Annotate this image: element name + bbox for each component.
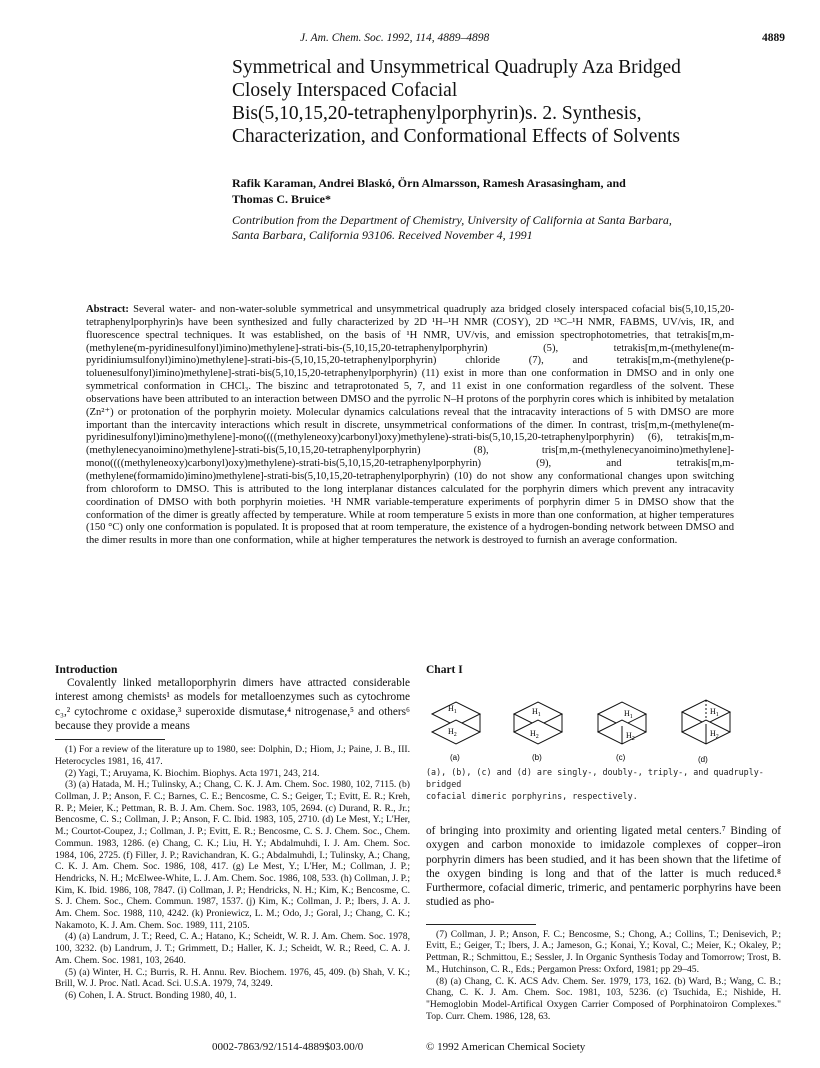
reference: (8) (a) Chang, C. K. ACS Adv. Chem. Ser. 1979, 173, 162. (b) Ward, B.; Wang, C. B.; Chang, C. K. J. Am. Chem. Soc. 1981, 103, 5236. (c) Tsuchida, E.; Nishide, H. "Hemoglobin Model-Artifical Oxygen Carrier Composed of Porphinatoiron Complexes." Top. Curr. Chem. 1986, 128, 63. (426, 975, 781, 1022)
dimer-c-drawing (598, 702, 646, 744)
panel-label-c: (c) (616, 753, 626, 762)
caption-line: cofacial dimeric porphyrins, respectively. (426, 791, 638, 801)
caption-line: (a), (b), (c) and (d) are singly-, doubly-, triply-, and quadruply-bridged (426, 767, 764, 789)
left-column (55, 664, 410, 1002)
title-line: Symmetrical and Unsymmetrical Quadruply Aza Bridged (232, 57, 681, 78)
dimer-b-label-h1: $H_1$ (532, 707, 541, 718)
title-line: Bis(5,10,15,20-tetraphenylporphyrin)s. 2. Synthesis, (232, 103, 642, 124)
article-title (232, 56, 752, 148)
dimer-a-label-h1: $H_1$ (448, 704, 457, 715)
author-line: Rafik Karaman, Andrei Blaskó, Örn Almarsson, Ramesh Arasasingham, and (232, 176, 626, 190)
reference: (7) Collman, J. P.; Anson, F. C.; Bencosme, S.; Chong, A.; Collins, T.; Denisevich, P.; Evitt, E.; Geiger, T.; Ibers, J. A.; Jameson, G.; Konai, Y.; Koval, C.; Meier, K.; Okaley, P.; Pettman, R.; Schmittou, E.; Sessler, J. In Organic Synthesis Today and Tomorrow; Trost, B. M., Hutchinson, C. R., Eds.; Pergamon Press: Oxford, 1981; pp 29–45. (426, 928, 781, 975)
title-line: Characterization, and Conformational Effects of Solvents (232, 126, 681, 147)
affiliation-line: Santa Barbara, California 93106. Received November 4, 1991 (232, 228, 533, 242)
chart-drawing (426, 684, 781, 764)
abstract (86, 304, 734, 548)
footnote-rule (55, 739, 165, 740)
chart-figure (426, 684, 781, 764)
copyright-notice: © 1992 American Chemical Society (426, 1041, 586, 1053)
dimer-d-label-h1: $H_1$ (710, 707, 719, 718)
abstract-label: Abstract: (86, 304, 129, 315)
footnotes-right (426, 929, 781, 1023)
affiliation-line: Contribution from the Department of Chemistry, University of California at Santa Barbara, (232, 213, 672, 227)
author-list (232, 175, 752, 207)
footnote-rule (426, 924, 536, 925)
footnotes-left (55, 744, 410, 1001)
affiliation (232, 213, 772, 243)
chart-label: Chart I (426, 664, 463, 676)
issn-code: 0002-7863/92/1514-4889$03.00/0 (212, 1041, 364, 1053)
reference: (1) For a review of the literature up to 1980, see: Dolphin, D.; Hiom, J.; Paine, J. B., III. Heterocycles 1981, 16, 417. (55, 744, 410, 767)
panel-label-d: (d) (698, 755, 708, 764)
body-continuation: of bringing into proximity and orienting ligated metal centers.⁷ Binding of oxygen and carbon monoxide to imidazole complexes of copper–iron porphyrin dimers has been studied, and it has been shown that the lifetime of the oxygen binding is long and that of the latter is much reduced.⁸ Furthermore, cofacial dimeric, trimeric, and pentameric porphyrins have been studied as pho- (426, 825, 781, 909)
introduction-text: Covalently linked metalloporphyrin dimers have attracted considerable interest among chemists¹ as models for metalloenzymes such as cytochrome c₃,² cytochrome c oxidase,³ superoxide dismutase,⁴ nitrogenase,⁵ and others⁶ because they provide a means (55, 677, 410, 732)
title-line: Closely Interspaced Cofacial (232, 80, 458, 101)
introduction-heading: Introduction (55, 664, 118, 676)
dimer-b-label-h2: $H_2$ (530, 729, 539, 740)
reference: (4) (a) Landrum, J. T.; Reed, C. A.; Hatano, K.; Scheidt, W. R. J. Am. Chem. Soc. 1978, 100, 3232. (b) Landrum, J. T.; Grimmett, D.; Haller, K. J.; Scheidt, W. R.; Reed, C. A. J. Am. Chem. Soc. 1981, 103, 2640. (55, 931, 410, 966)
dimer-c-label-h1: $H_1$ (624, 709, 633, 720)
reference: (2) Yagi, T.; Aruyama, K. Biochim. Biophys. Acta 1971, 243, 214. (65, 767, 320, 779)
chart-caption (426, 766, 781, 802)
panel-label-a: (a) (450, 753, 460, 762)
reference: (3) (a) Hatada, M. H.; Tulinsky, A.; Chang, C. K. J. Am. Chem. Soc. 1980, 102, 7115. (b) Collman, J. P.; Anson, F. C.; Barnes, C. E.; Bencosme, C. S.; Geiger, T.; Evitt, E. R.; Kreh, R. P.; Meier, K.; Pettman, R. B. J. Am. Chem. Soc. 1983, 105, 2694. (c) Durand, R. R., Jr.; Bencosme, C. S.; Collman, J. P.; Anson, F. C. Ibid. 1983, 105, 2710. (d) Le Mest, Y.; L'Her, M.; Courtot-Coupez, J.; Collman, J. P.; Evitt, E. R.; Bencosme, C. S. J. Chem. Soc., Chem. Commun. 1983, 1286. (e) Chang, C. K.; Liu, H. Y.; Abdalmuhdi, I. J. Am. Chem. Soc. 1984, 106, 2725. (f) Filler, J. P.; Ravichandran, K. G.; Abdalmuhdi, I.; Tulinsky, A.; Chang, C. K. J. Am. Chem. Soc. 1986, 108, 417. (g) Le Mest, Y.; L'Her, M.; Collman, J. P.; Hendricks, N. H.; McElwee-White, L. J. Am. Chem. Soc. 1986, 108, 533. (h) Collman, J. P.; Kim, K. Ibid. 1986, 108, 7847. (i) Collman, J. P.; Hendricks, N. H.; Kim, K.; Bencosme, C. S. J. Chem. Soc., Chem. Commun. 1987, 1537. (j) Kim, K.; Collman, J. P.; Ibers, J. A. J. Am. Chem. Soc. 1988, 110, 4242. (k) Proniewicz, L. M.; Odo, J.; Goral, J.; Chang, C. K.; Nakamoto, K. J. Am. Chem. Soc. 1989, 111, 2105. (55, 779, 410, 931)
author-line: Thomas C. Bruice* (232, 192, 331, 206)
dimer-c-label-h2: $H_2$ (626, 731, 635, 742)
right-column (426, 664, 781, 1022)
abstract-text: Several water- and non-water-soluble symmetrical and unsymmetrical quadruply aza bridged closely interspaced cofacial bis(5,10,15,20-tetraphenylporphyrin)s have been synthesized and fully characterized by 2D ¹H–¹H NMR (COSY), 2D ¹³C–¹H NMR, FABMS, UV/vis, IR, and fluorescence spectral techniques. It was established, on the basis of ¹H NMR, UV/vis, and emission spectrophotometries, that tetrakis[m,m-(methylene(m-pyridinesulfonyl)imino)methylene]-strati-bis-(5,10,15,20-tetraphenylporphyrin) (5), tetrakis[m,m-(methylene(m-pyridiniumsulfonyl)imino)methylene]-strati-bis-(5,10,15,20-tetraphenylporphyrin) chloride (7), and tetrakis[m,m-(methylene(p-toluenesulfonyl)imino)methylene]-strati-bis(5,10,15,20-tetraphenylporphyrin) (11) exist in more than one conformation in DMSO and in only one symmetrical conformation in CHCl₃. The biszinc and tetraprotonated 5, 7, and 11 exist in one conformation regardless of the solvent. These observations have been attributed to an interaction between DMSO and the pyrrolic N–H protons of the porphyrin cores which is inhibited by metalation (Zn²⁺) or protonation of the porphyrin moiety. Molecular dynamics calculations reveal that the intracavity interactions of 5 with DMSO are more important than the intercavity interactions which result in discrete, unsymmetrical conformations of the dimer. In contrast, tris[m,m-(methylene(m-pyridinesulfonyl)imino)methylene]-mono((((methyleneoxy)carbonyl)oxy)methylene)-strati-bis(5,10,15,20-tetraphenylporphyrin) (6), tetrakis[m,m-(methylenecyanoimino)methylene]-strati-bis(5,10,15,20-tetraphenylporphyrin) (8), tris[m,m-(methylenecyanoimino)methylene]-mono((((methyleneoxy)carbonyl)oxy)methylene)-strati-bis(5,10,15,20-tetraphenylporphyrin) (9), and tetrakis[m,m-(methylene(formamido)imino)methylene]-strati-bis(5,10,15,20-tetraphenylporphyrin) (10) do not show any conformational changes upon switching from chloroform to DMSO. This is attributed to the long interplanar distances calculated for the porphyrin dimers which prevent any intracavity coordination of DMSO with both porphyrin moieties. ¹H NMR variable-temperature experiments of porphyrin dimer 5 in DMSO show that the conformation of the dimer is greatly affected by temperature. While at room temperature 5 exists in more than one conformation, at higher temperatures (150 °C) only one conformation is populated. It is proposed that at room temperature, the existence of a hydrogen-bonding network between DMSO and the dimer results in more than one conformation, while at higher temperatures the network is destroyed to furnish an average conformation. (86, 304, 735, 547)
dimer-d-label-h2: $H_2$ (710, 729, 719, 740)
page-number: 4889 (762, 32, 785, 44)
panel-label-b: (b) (532, 753, 542, 762)
dimer-d-drawing (682, 700, 730, 744)
journal-citation: J. Am. Chem. Soc. 1992, 114, 4889–4898 (300, 32, 490, 44)
reference: (6) Cohen, I. A. Struct. Bonding 1980, 40, 1. (65, 989, 237, 1001)
dimer-a-label-h2: $H_2$ (448, 727, 457, 738)
reference: (5) (a) Winter, H. C.; Burris, R. H. Annu. Rev. Biochem. 1976, 45, 409. (b) Shah, V. K.; Brill, W. J. Proc. Natl. Acad. Sci. U.S.A. 1979, 74, 3249. (55, 966, 410, 990)
